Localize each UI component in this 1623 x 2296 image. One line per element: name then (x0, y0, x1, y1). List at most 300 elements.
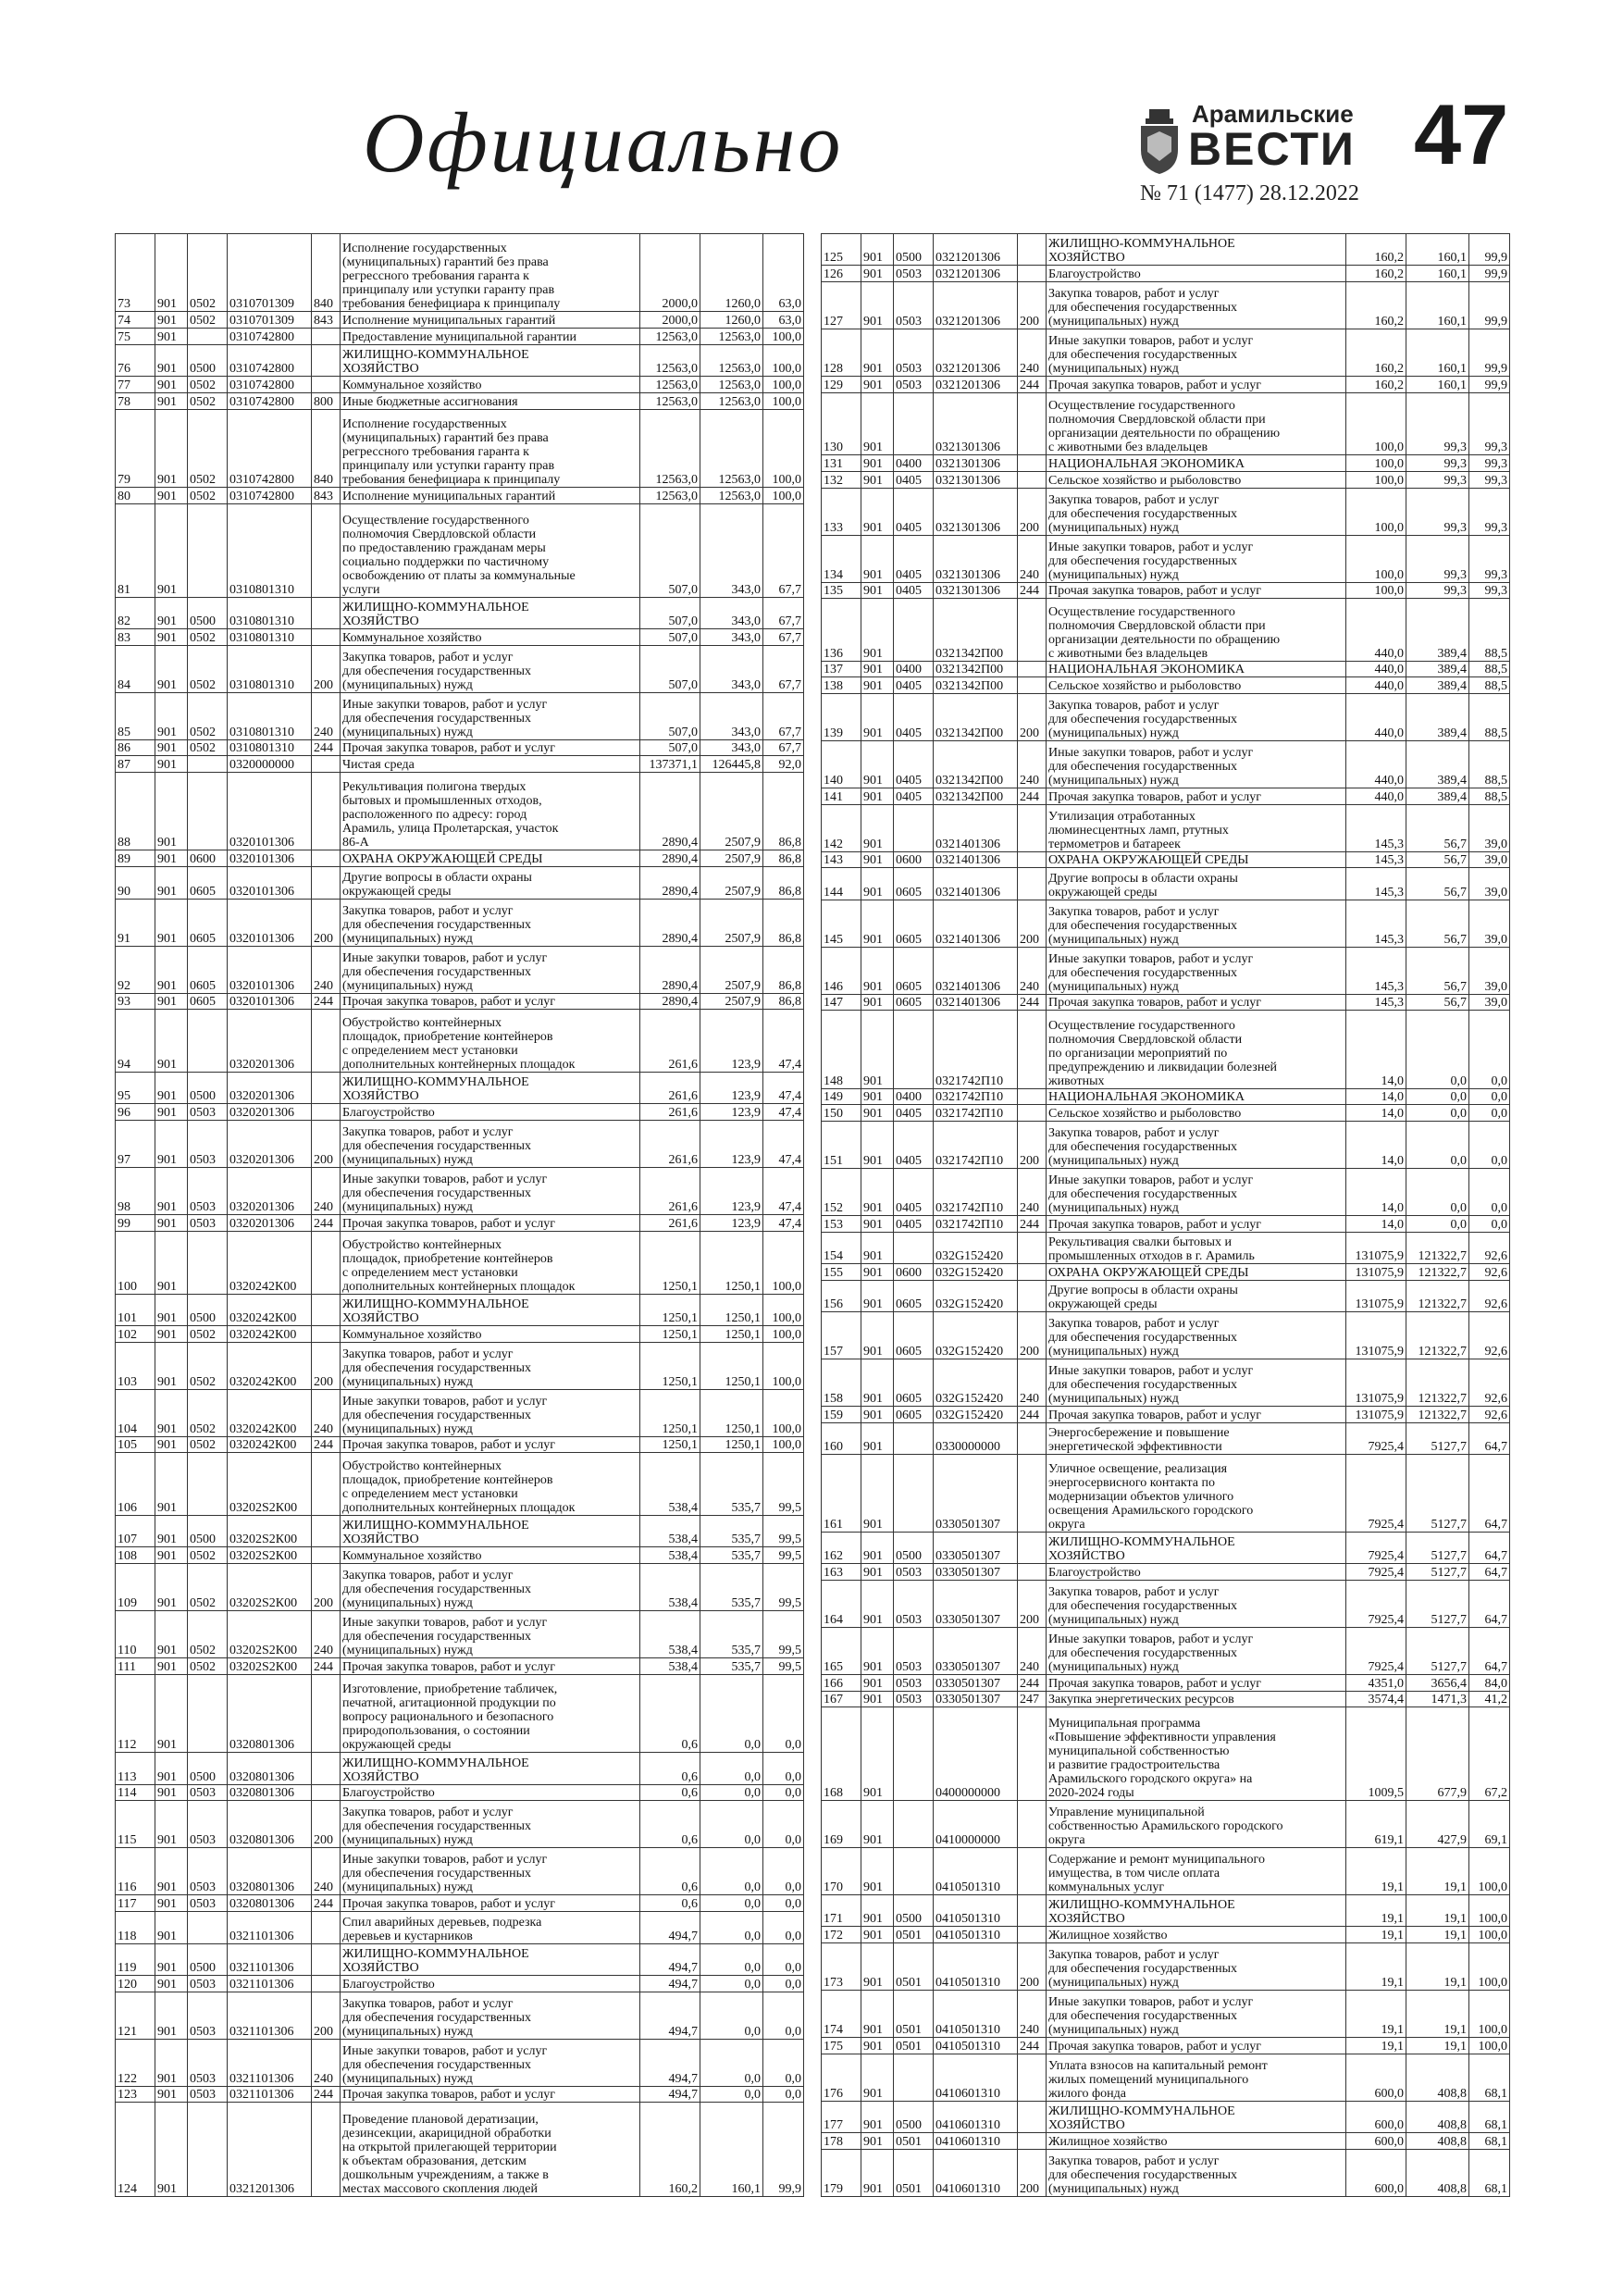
target-article-code: 0321201306 (934, 266, 1018, 282)
table-row (822, 488, 1510, 535)
row-number: 136 (822, 599, 861, 662)
section-code (894, 392, 934, 455)
section-code: 0503 (894, 282, 934, 329)
item-name: ЖИЛИЩНО-КОММУНАЛЬНОЕ ХОЗЯЙСТВО (341, 1516, 640, 1547)
table-row (822, 868, 1510, 900)
target-article-code: 0410601310 (934, 2101, 1018, 2132)
planned-amount: 1250,1 (640, 1325, 700, 1342)
item-name: Коммунальное хозяйство (341, 377, 640, 393)
target-article-code: 0321342П00 (934, 661, 1018, 677)
item-name: Прочая закупка товаров, работ и услуг (1047, 994, 1346, 1011)
target-article-code: 0321101306 (228, 1975, 312, 1992)
expense-type-code (1018, 1232, 1047, 1263)
item-name: Закупка товаров, работ и услуг для обеспечения государственных (муниципальных) нужд (341, 899, 640, 946)
table-row (116, 1564, 804, 1611)
table-row (822, 266, 1510, 282)
target-article-code: 0320201306 (228, 1010, 312, 1073)
ministry-code: 901 (861, 376, 894, 392)
planned-amount: 619,1 (1346, 1801, 1406, 1848)
executed-amount: 1250,1 (700, 1231, 763, 1294)
item-name: Благоустройство (341, 1784, 640, 1801)
table-row (822, 282, 1510, 329)
target-article-code: 0310801310 (228, 503, 312, 597)
planned-amount: 100,0 (1346, 392, 1406, 455)
table-row (116, 1389, 804, 1436)
section-code (894, 2054, 934, 2101)
executed-amount: 56,7 (1406, 947, 1469, 994)
row-number: 82 (116, 597, 155, 628)
execution-percent: 100,0 (763, 1231, 804, 1294)
ministry-code: 901 (155, 1215, 188, 1232)
expense-type-code: 240 (312, 1168, 341, 1215)
table-row (116, 2086, 804, 2103)
planned-amount: 14,0 (1346, 1011, 1406, 1088)
target-article-code: 0321301306 (934, 535, 1018, 582)
expense-type-code (1018, 804, 1047, 851)
ministry-code: 901 (861, 471, 894, 488)
execution-percent: 88,5 (1469, 661, 1510, 677)
execution-percent: 99,3 (1469, 455, 1510, 472)
item-name: Проведение плановой дератизации, дезинсекции, акарицидной обработки на открытой прилегающей территории к объектам образования, детским дошкольным учреждениям, а также в местах массового скопления людей (341, 2103, 640, 2197)
section-code: 0503 (188, 1895, 228, 1912)
item-name: Иные закупки товаров, работ и услуг для обеспечения государственных (муниципальных) нужд (341, 946, 640, 993)
ministry-code: 901 (155, 645, 188, 692)
item-name: Иные закупки товаров, работ и услуг для обеспечения государственных (муниципальных) нужд (341, 1168, 640, 1215)
item-name: Закупка товаров, работ и услуг для обеспечения государственных (муниципальных) нужд (341, 645, 640, 692)
row-number: 113 (116, 1753, 155, 1784)
row-number: 95 (116, 1073, 155, 1104)
executed-amount: 5127,7 (1406, 1581, 1469, 1628)
ministry-code: 901 (861, 1454, 894, 1532)
item-name: Утилизация отработанных люминесцентных ламп, ртутных термометров и батареек (1047, 804, 1346, 851)
ministry-code: 901 (861, 1011, 894, 1088)
executed-amount: 677,9 (1406, 1707, 1469, 1801)
section-code: 0500 (188, 1753, 228, 1784)
executed-amount: 0,0 (1406, 1215, 1469, 1232)
expense-type-code (312, 1547, 341, 1564)
section-code: 0405 (894, 582, 934, 599)
section-code: 0502 (188, 377, 228, 393)
planned-amount: 0,6 (640, 1674, 700, 1752)
item-name: Прочая закупка товаров, работ и услуг (1047, 376, 1346, 392)
item-name: Прочая закупка товаров, работ и услуг (341, 1436, 640, 1453)
expense-type-code (1018, 455, 1047, 472)
item-name: Иные закупки товаров, работ и услуг для обеспечения государственных (муниципальных) нужд (341, 1611, 640, 1658)
executed-amount: 408,8 (1406, 2132, 1469, 2149)
target-article-code: 0320242К00 (228, 1342, 312, 1389)
row-number: 139 (822, 694, 861, 741)
target-article-code: 0330501307 (934, 1628, 1018, 1675)
execution-percent: 64,7 (1469, 1581, 1510, 1628)
executed-amount: 0,0 (700, 1912, 763, 1943)
executed-amount: 0,0 (700, 1895, 763, 1912)
target-article-code: 0321301306 (934, 392, 1018, 455)
expense-type-code: 200 (1018, 282, 1047, 329)
row-number: 123 (116, 2086, 155, 2103)
table-row (116, 739, 804, 756)
planned-amount: 1250,1 (640, 1294, 700, 1325)
executed-amount: 389,4 (1406, 677, 1469, 694)
planned-amount: 145,3 (1346, 900, 1406, 947)
item-name: Иные закупки товаров, работ и услуг для обеспечения государственных (муниципальных) нужд (341, 2039, 640, 2086)
row-number: 99 (116, 1215, 155, 1232)
item-name: Прочая закупка товаров, работ и услуг (1047, 2037, 1346, 2054)
expense-type-code (312, 867, 341, 899)
ministry-code: 901 (861, 1707, 894, 1801)
item-name: НАЦИОНАЛЬНАЯ ЭКОНОМИКА (1047, 661, 1346, 677)
target-article-code: 0321101306 (228, 1912, 312, 1943)
planned-amount: 2890,4 (640, 867, 700, 899)
planned-amount: 12563,0 (640, 377, 700, 393)
planned-amount: 261,6 (640, 1168, 700, 1215)
section-code (894, 804, 934, 851)
ministry-code: 901 (155, 739, 188, 756)
item-name: Благоустройство (1047, 266, 1346, 282)
planned-amount: 2000,0 (640, 234, 700, 312)
expense-type-code (1018, 1848, 1047, 1895)
item-name: Закупка товаров, работ и услуг для обеспечения государственных (муниципальных) нужд (1047, 1581, 1346, 1628)
item-name: Коммунальное хозяйство (341, 1325, 640, 1342)
row-number: 174 (822, 1991, 861, 2038)
item-name: ЖИЛИЩНО-КОММУНАЛЬНОЕ ХОЗЯЙСТВО (341, 1073, 640, 1104)
ministry-code: 901 (861, 694, 894, 741)
executed-amount: 19,1 (1406, 1927, 1469, 1943)
executed-amount: 19,1 (1406, 1895, 1469, 1927)
expense-type-code (1018, 1801, 1047, 1848)
table-row (822, 599, 1510, 662)
ministry-code: 901 (861, 1943, 894, 1991)
section-code: 0605 (894, 1359, 934, 1406)
ministry-code: 901 (155, 1943, 188, 1975)
executed-amount: 535,7 (700, 1564, 763, 1611)
target-article-code: 032G152420 (934, 1263, 1018, 1280)
executed-amount: 0,0 (700, 1784, 763, 1801)
target-article-code: 0321742П10 (934, 1121, 1018, 1168)
row-number: 165 (822, 1628, 861, 1675)
expense-type-code: 240 (1018, 535, 1047, 582)
item-name: ЖИЛИЩНО-КОММУНАЛЬНОЕ ХОЗЯЙСТВО (341, 597, 640, 628)
expense-type-code (312, 1753, 341, 1784)
executed-amount: 1260,0 (700, 312, 763, 329)
item-name: Сельское хозяйство и рыболовство (1047, 1105, 1346, 1122)
target-article-code: 0310801310 (228, 628, 312, 645)
execution-percent: 99,5 (763, 1547, 804, 1564)
table-row (116, 1801, 804, 1848)
planned-amount: 538,4 (640, 1516, 700, 1547)
target-article-code: 0321201306 (934, 234, 1018, 266)
execution-percent: 86,8 (763, 850, 804, 867)
section-code: 0502 (188, 739, 228, 756)
section-code: 0400 (894, 1088, 934, 1105)
ministry-code: 901 (155, 597, 188, 628)
table-row (116, 1010, 804, 1073)
execution-percent: 68,1 (1469, 2149, 1510, 2196)
execution-percent: 0,0 (763, 1992, 804, 2039)
planned-amount: 145,3 (1346, 994, 1406, 1011)
execution-percent: 0,0 (1469, 1121, 1510, 1168)
planned-amount: 507,0 (640, 503, 700, 597)
table-row (116, 1215, 804, 1232)
execution-percent: 92,6 (1469, 1406, 1510, 1422)
planned-amount: 137371,1 (640, 756, 700, 773)
ministry-code: 901 (861, 282, 894, 329)
item-name: Осуществление государственного полномочия Свердловской области при организации деятельности по обращению с животными без владельцев (1047, 392, 1346, 455)
section-code: 0503 (894, 1674, 934, 1691)
target-article-code: 03202S2К00 (228, 1564, 312, 1611)
target-article-code: 0320201306 (228, 1215, 312, 1232)
executed-amount: 5127,7 (1406, 1422, 1469, 1454)
table-row (116, 1674, 804, 1752)
executed-amount: 2507,9 (700, 993, 763, 1010)
ministry-code: 901 (861, 661, 894, 677)
item-name: Благоустройство (1047, 1564, 1346, 1581)
table-row (116, 1073, 804, 1104)
ministry-code: 901 (155, 329, 188, 345)
item-name: Благоустройство (341, 1975, 640, 1992)
expense-type-code: 244 (312, 1658, 341, 1675)
ministry-code: 901 (155, 1564, 188, 1611)
executed-amount: 2507,9 (700, 899, 763, 946)
executed-amount: 343,0 (700, 739, 763, 756)
planned-amount: 2890,4 (640, 773, 700, 850)
table-row (822, 1991, 1510, 2038)
row-number: 81 (116, 503, 155, 597)
section-code (894, 599, 934, 662)
execution-percent: 68,1 (1469, 2132, 1510, 2149)
execution-percent: 92,6 (1469, 1311, 1510, 1359)
execution-percent: 100,0 (763, 409, 804, 487)
row-number: 176 (822, 2054, 861, 2101)
expense-type-code (312, 1975, 341, 1992)
planned-amount: 7925,4 (1346, 1628, 1406, 1675)
execution-percent: 100,0 (1469, 1943, 1510, 1991)
row-number: 124 (116, 2103, 155, 2197)
execution-percent: 92,6 (1469, 1359, 1510, 1406)
item-name: Уплата взносов на капитальный ремонт жилых помещений муниципального жилого фонда (1047, 2054, 1346, 2101)
table-row (116, 1547, 804, 1564)
expense-type-code (1018, 851, 1047, 868)
target-article-code: 0321342П00 (934, 599, 1018, 662)
item-name: Прочая закупка товаров, работ и услуг (341, 1215, 640, 1232)
execution-percent: 86,8 (763, 899, 804, 946)
expense-type-code: 240 (312, 946, 341, 993)
row-number: 110 (116, 1611, 155, 1658)
ministry-code: 901 (861, 455, 894, 472)
table-row (822, 2132, 1510, 2149)
row-number: 77 (116, 377, 155, 393)
expense-type-code (1018, 1454, 1047, 1532)
table-row (116, 1975, 804, 1992)
executed-amount: 0,0 (700, 1801, 763, 1848)
planned-amount: 0,6 (640, 1895, 700, 1912)
target-article-code: 0321301306 (934, 471, 1018, 488)
row-number: 122 (116, 2039, 155, 2086)
expense-type-code: 244 (312, 2086, 341, 2103)
ministry-code: 901 (861, 1359, 894, 1406)
expense-type-code (312, 344, 341, 376)
target-article-code: 0321201306 (228, 2103, 312, 2197)
execution-percent: 100,0 (1469, 2037, 1510, 2054)
planned-amount: 2890,4 (640, 899, 700, 946)
execution-percent: 86,8 (763, 867, 804, 899)
expense-type-code (1018, 1280, 1047, 1311)
target-article-code: 0320201306 (228, 1104, 312, 1121)
execution-percent: 64,7 (1469, 1422, 1510, 1454)
expense-type-code (312, 1231, 341, 1294)
section-code: 0605 (894, 947, 934, 994)
ministry-code: 901 (861, 599, 894, 662)
section-code: 0502 (188, 487, 228, 503)
target-article-code: 0310801310 (228, 645, 312, 692)
row-number: 97 (116, 1121, 155, 1168)
table-row (822, 234, 1510, 266)
executed-amount: 1250,1 (700, 1389, 763, 1436)
table-row (822, 1943, 1510, 1991)
planned-amount: 160,2 (1346, 376, 1406, 392)
execution-percent: 99,9 (1469, 266, 1510, 282)
section-code (894, 1011, 934, 1088)
expense-type-code (1018, 234, 1047, 266)
section-code: 0405 (894, 535, 934, 582)
planned-amount: 1250,1 (640, 1389, 700, 1436)
row-number: 173 (822, 1943, 861, 1991)
executed-amount: 56,7 (1406, 994, 1469, 1011)
execution-percent: 47,4 (763, 1121, 804, 1168)
table-row (822, 2149, 1510, 2196)
item-name: Закупка товаров, работ и услуг для обеспечения государственных (муниципальных) нужд (341, 1801, 640, 1848)
target-article-code: 0410000000 (934, 1801, 1018, 1848)
execution-percent: 86,8 (763, 773, 804, 850)
executed-amount: 123,9 (700, 1168, 763, 1215)
planned-amount: 160,2 (1346, 282, 1406, 329)
ministry-code: 901 (861, 1215, 894, 1232)
planned-amount: 538,4 (640, 1611, 700, 1658)
expense-type-code (312, 2103, 341, 2197)
ministry-code: 901 (155, 409, 188, 487)
table-row (116, 1784, 804, 1801)
executed-amount: 123,9 (700, 1104, 763, 1121)
expense-type-code (312, 773, 341, 850)
planned-amount: 494,7 (640, 2086, 700, 2103)
planned-amount: 507,0 (640, 628, 700, 645)
expense-type-code: 200 (1018, 2149, 1047, 2196)
item-name: Закупка товаров, работ и услуг для обеспечения государственных (муниципальных) нужд (341, 1342, 640, 1389)
target-article-code: 0410601310 (934, 2132, 1018, 2149)
table-row (822, 1105, 1510, 1122)
target-article-code: 0321401306 (934, 900, 1018, 947)
planned-amount: 261,6 (640, 1121, 700, 1168)
ministry-code: 901 (155, 628, 188, 645)
executed-amount: 0,0 (1406, 1088, 1469, 1105)
logo-main-text: ВЕСТИ (1188, 123, 1356, 175)
row-number: 151 (822, 1121, 861, 1168)
planned-amount: 507,0 (640, 692, 700, 739)
planned-amount: 0,6 (640, 1801, 700, 1848)
planned-amount: 440,0 (1346, 788, 1406, 805)
row-number: 93 (116, 993, 155, 1010)
expense-type-code: 200 (312, 1992, 341, 2039)
execution-percent: 99,9 (763, 2103, 804, 2197)
row-number: 135 (822, 582, 861, 599)
budget-table-left (115, 233, 804, 2197)
table-row (822, 1011, 1510, 1088)
item-name: Исполнение муниципальных гарантий (341, 312, 640, 329)
target-article-code: 032G152420 (934, 1232, 1018, 1263)
item-name: Закупка товаров, работ и услуг для обеспечения государственных (муниципальных) нужд (341, 1121, 640, 1168)
row-number: 157 (822, 1311, 861, 1359)
ministry-code: 901 (155, 1674, 188, 1752)
section-code (188, 773, 228, 850)
ministry-code: 901 (155, 377, 188, 393)
execution-percent: 0,0 (1469, 1011, 1510, 1088)
executed-amount: 121322,7 (1406, 1263, 1469, 1280)
item-name: Закупка товаров, работ и услуг для обеспечения государственных (муниципальных) нужд (1047, 694, 1346, 741)
ministry-code: 901 (155, 946, 188, 993)
section-code: 0405 (894, 677, 934, 694)
ministry-code: 901 (155, 1516, 188, 1547)
item-name: Прочая закупка товаров, работ и услуг (341, 739, 640, 756)
section-code: 0501 (894, 1927, 934, 1943)
row-number: 132 (822, 471, 861, 488)
expense-type-code: 840 (312, 234, 341, 312)
table-row (822, 582, 1510, 599)
executed-amount: 343,0 (700, 692, 763, 739)
section-code: 0605 (894, 994, 934, 1011)
target-article-code: 0320801306 (228, 1848, 312, 1895)
target-article-code: 0321401306 (934, 947, 1018, 994)
table-row (116, 2103, 804, 2197)
target-article-code: 0321742П10 (934, 1088, 1018, 1105)
expense-type-code (1018, 2101, 1047, 2132)
row-number: 172 (822, 1927, 861, 1943)
execution-percent: 99,3 (1469, 582, 1510, 599)
section-code (894, 1848, 934, 1895)
table-row (116, 2039, 804, 2086)
expense-type-code: 240 (312, 1389, 341, 1436)
expense-type-code: 200 (312, 1121, 341, 1168)
item-name: Закупка товаров, работ и услуг для обеспечения государственных (муниципальных) нужд (341, 1564, 640, 1611)
expense-type-code (312, 1943, 341, 1975)
executed-amount: 0,0 (1406, 1121, 1469, 1168)
executed-amount: 19,1 (1406, 1991, 1469, 2038)
target-article-code: 0321401306 (934, 994, 1018, 1011)
target-article-code: 0410501310 (934, 1991, 1018, 2038)
expense-type-code: 200 (1018, 1943, 1047, 1991)
ministry-code: 901 (861, 488, 894, 535)
row-number: 100 (116, 1231, 155, 1294)
row-number: 169 (822, 1801, 861, 1848)
section-code: 0501 (894, 2132, 934, 2149)
execution-percent: 99,5 (763, 1564, 804, 1611)
section-code (894, 1422, 934, 1454)
row-number: 109 (116, 1564, 155, 1611)
executed-amount: 0,0 (700, 1674, 763, 1752)
ministry-code: 901 (155, 344, 188, 376)
planned-amount: 131075,9 (1346, 1280, 1406, 1311)
row-number: 112 (116, 1674, 155, 1752)
target-article-code: 0320101306 (228, 993, 312, 1010)
target-article-code: 03202S2К00 (228, 1658, 312, 1675)
section-code: 0500 (188, 344, 228, 376)
target-article-code: 0321101306 (228, 2086, 312, 2103)
issue-info: № 71 (1477) 28.12.2022 (1140, 181, 1359, 205)
section-code: 0400 (894, 661, 934, 677)
planned-amount: 19,1 (1346, 1895, 1406, 1927)
section-code: 0600 (188, 850, 228, 867)
ministry-code: 901 (155, 503, 188, 597)
expense-type-code: 240 (1018, 947, 1047, 994)
planned-amount: 538,4 (640, 1658, 700, 1675)
